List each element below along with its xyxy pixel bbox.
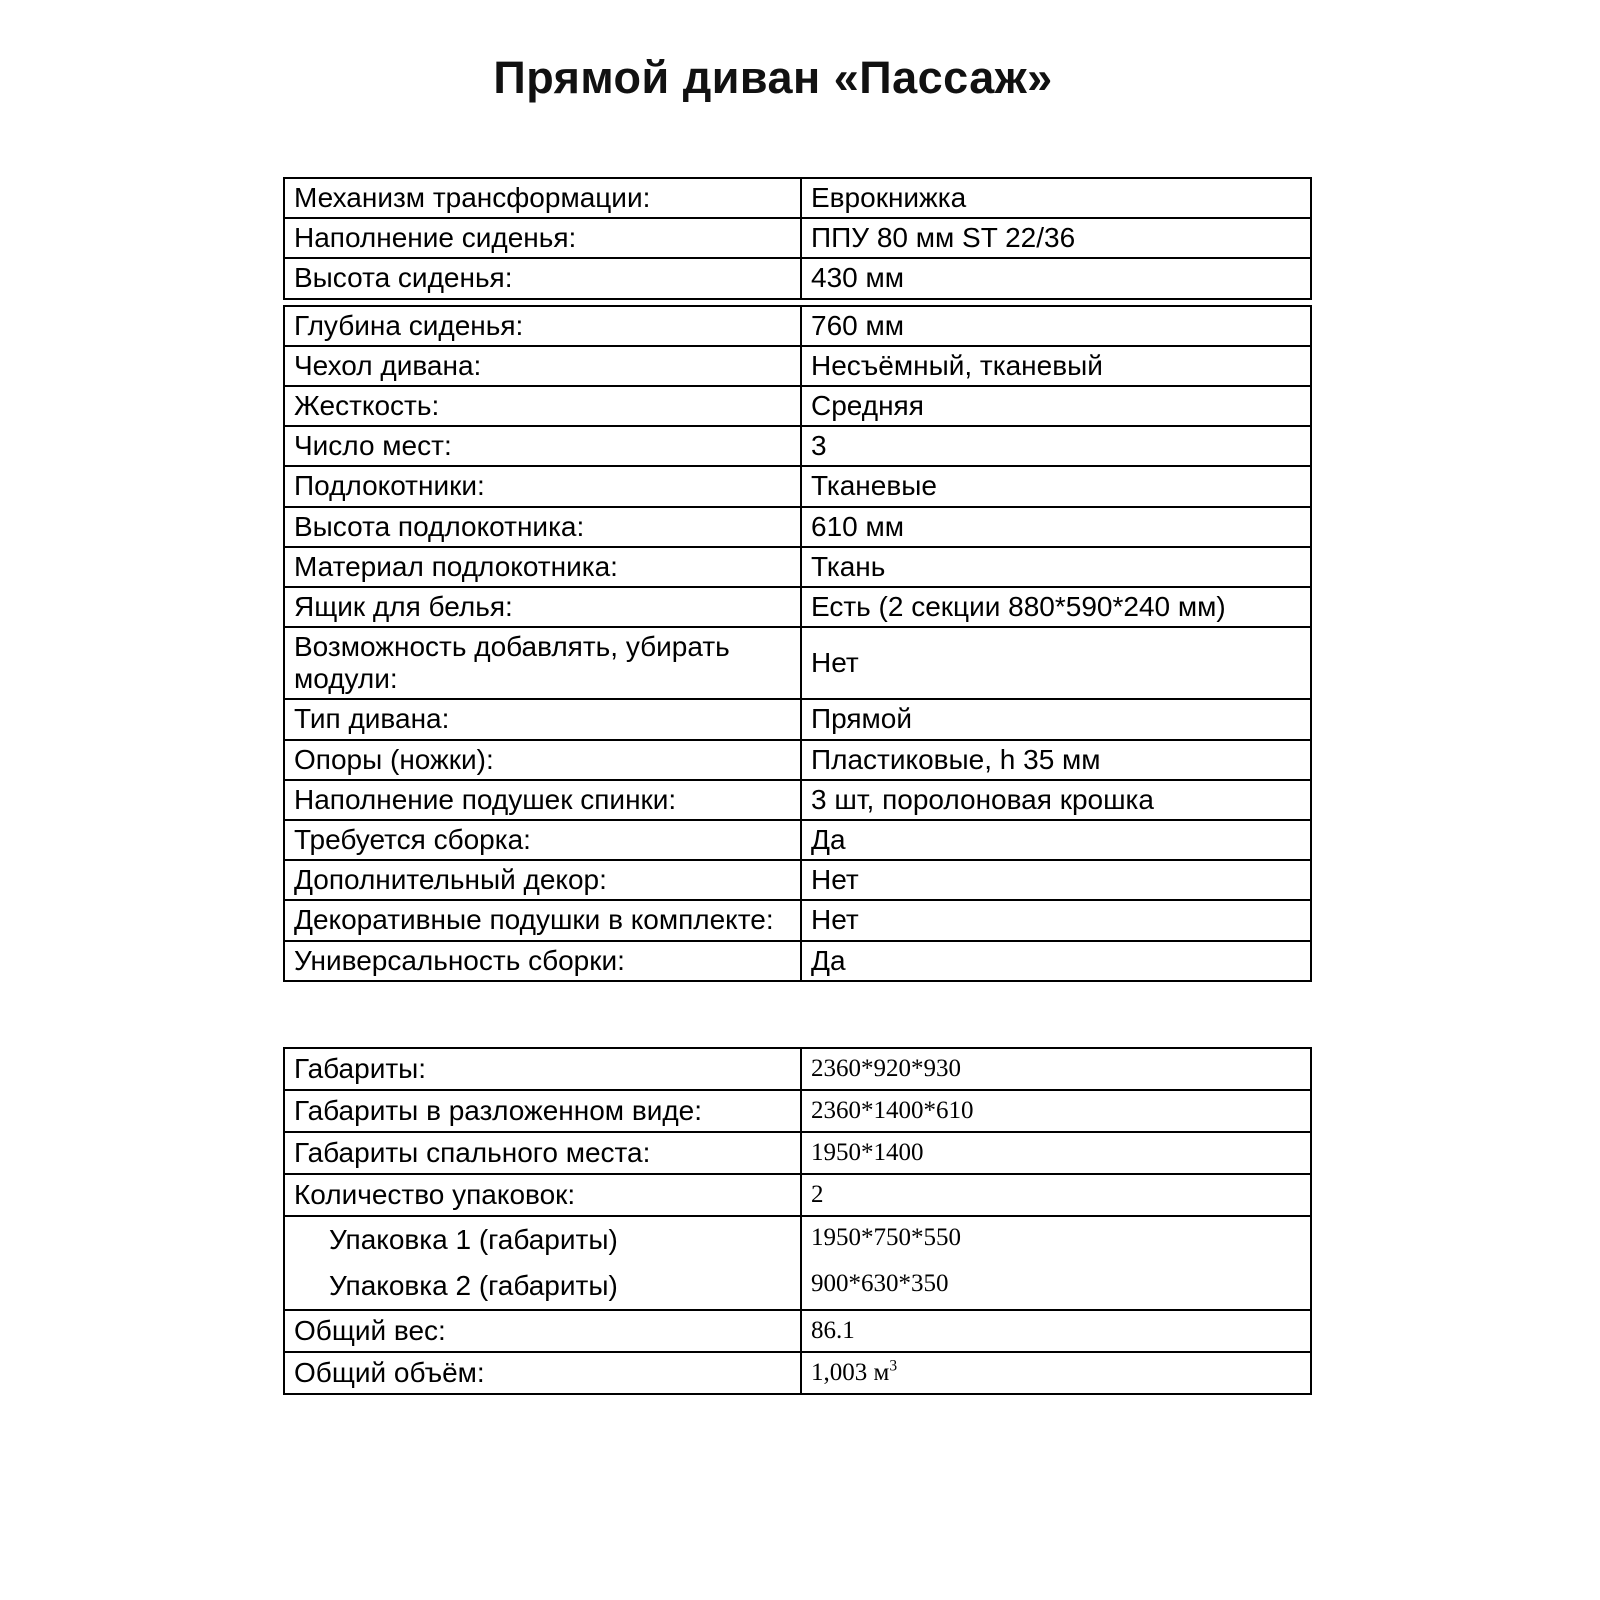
row-value: 2360*920*930	[801, 1048, 1311, 1090]
row-value: Да	[801, 820, 1311, 860]
spec-table-top	[283, 177, 1312, 300]
tables-container	[283, 177, 1310, 1395]
row-value: 2360*1400*610	[801, 1090, 1311, 1132]
table-row	[284, 258, 1311, 298]
row-value: Средняя	[801, 386, 1311, 426]
row-value: 610 мм	[801, 507, 1311, 547]
row-label: Общий вес:	[284, 1310, 801, 1352]
volume-number: 1,003 м	[811, 1358, 890, 1386]
table-row	[284, 346, 1311, 386]
package-1-value: 1950*750*550	[811, 1223, 961, 1251]
row-label: Механизм трансформации:	[284, 178, 801, 218]
total-volume-value	[801, 1352, 1311, 1394]
table-row	[284, 780, 1311, 820]
package-2-label: Упаковка 2 (габариты)	[329, 1269, 618, 1301]
row-label: Тип дивана:	[284, 699, 801, 739]
table-row	[284, 587, 1311, 627]
row-label: Универсальность сборки:	[284, 941, 801, 981]
table-row	[284, 1352, 1311, 1394]
packages-label-cell	[284, 1216, 801, 1310]
packages-value-cell	[801, 1216, 1311, 1310]
row-value: Несъёмный, тканевый	[801, 346, 1311, 386]
row-label: Габариты спального места:	[284, 1132, 801, 1174]
package-1-label: Упаковка 1 (габариты)	[329, 1223, 618, 1255]
row-value: 86.1	[801, 1310, 1311, 1352]
row-label: Высота сиденья:	[284, 258, 801, 298]
row-value: Ткань	[801, 547, 1311, 587]
row-value: Нет	[801, 627, 1311, 699]
table-row	[284, 1048, 1311, 1090]
row-value: Нет	[801, 900, 1311, 940]
row-value: Пластиковые, h 35 мм	[801, 740, 1311, 780]
table-row	[284, 941, 1311, 981]
row-value: 3 шт, поролоновая крошка	[801, 780, 1311, 820]
table-row	[284, 426, 1311, 466]
row-value: 2	[801, 1174, 1311, 1216]
row-value: 430 мм	[801, 258, 1311, 298]
table-row	[284, 466, 1311, 506]
dimensions-table	[283, 1047, 1312, 1395]
row-value: 1950*1400	[801, 1132, 1311, 1174]
packages-row	[284, 1216, 1311, 1310]
table-row	[284, 627, 1311, 699]
table-row	[284, 547, 1311, 587]
row-label: Наполнение сиденья:	[284, 218, 801, 258]
row-value: Есть (2 секции 880*590*240 мм)	[801, 587, 1311, 627]
package-2-value: 900*630*350	[811, 1269, 949, 1297]
row-label: Габариты в разложенном виде:	[284, 1090, 801, 1132]
row-label: Подлокотники:	[284, 466, 801, 506]
row-value: Тканевые	[801, 466, 1311, 506]
row-label: Число мест:	[284, 426, 801, 466]
row-value: Да	[801, 941, 1311, 981]
row-label: Материал подлокотника:	[284, 547, 801, 587]
row-label: Ящик для белья:	[284, 587, 801, 627]
table-row	[284, 218, 1311, 258]
table-row	[284, 1132, 1311, 1174]
row-label: Количество упаковок:	[284, 1174, 801, 1216]
row-label: Жесткость:	[284, 386, 801, 426]
row-value: Еврокнижка	[801, 178, 1311, 218]
table-row	[284, 507, 1311, 547]
row-label: Габариты:	[284, 1048, 801, 1090]
row-label: Общий объём:	[284, 1352, 801, 1394]
row-label: Наполнение подушек спинки:	[284, 780, 801, 820]
row-value: 3	[801, 426, 1311, 466]
table-row	[284, 178, 1311, 218]
page-title: Прямой диван «Пассаж»	[493, 52, 1053, 103]
spec-table-main	[283, 305, 1312, 982]
table-row	[284, 699, 1311, 739]
row-value: Нет	[801, 860, 1311, 900]
table-row	[284, 386, 1311, 426]
row-label: Опоры (ножки):	[284, 740, 801, 780]
table-row	[284, 1310, 1311, 1352]
table-row	[284, 820, 1311, 860]
row-value: Прямой	[801, 699, 1311, 739]
row-label: Декоративные подушки в комплекте:	[284, 900, 801, 940]
row-value: 760 мм	[801, 306, 1311, 346]
table-row	[284, 306, 1311, 346]
cubic-meter-superscript: 3	[889, 1357, 898, 1375]
table-row	[284, 740, 1311, 780]
table-row	[284, 1090, 1311, 1132]
row-value: ППУ 80 мм ST 22/36	[801, 218, 1311, 258]
table-row	[284, 900, 1311, 940]
row-label: Требуется сборка:	[284, 820, 801, 860]
row-label: Возможность добавлять, убирать модули:	[284, 627, 801, 699]
row-label: Дополнительный декор:	[284, 860, 801, 900]
row-label: Глубина сиденья:	[284, 306, 801, 346]
table-row	[284, 1174, 1311, 1216]
table-row	[284, 860, 1311, 900]
row-label: Высота подлокотника:	[284, 507, 801, 547]
row-label: Чехол дивана:	[284, 346, 801, 386]
